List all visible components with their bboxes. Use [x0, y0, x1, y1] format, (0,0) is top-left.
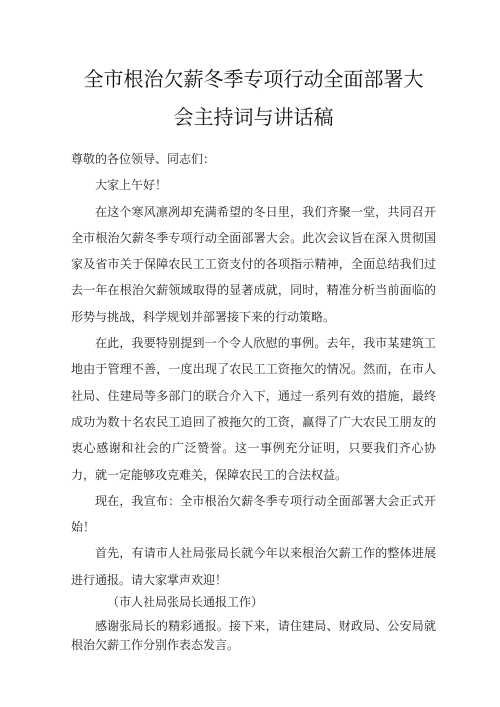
document-body	[71, 146, 436, 655]
greeting: 大家上午好！	[95, 178, 168, 193]
document-title	[71, 60, 436, 136]
paragraph-closing: 感谢张局长的精彩通报。接下来，请住建局、财政局、公安局就根治欠薪工作分别作表态发言。	[71, 619, 436, 653]
salutation: 尊敬的各位领导、同志们：	[71, 152, 216, 166]
title-line-2: 会主持词与讲话稿	[173, 105, 334, 129]
paragraph-example: 在此，我要特别提到一个令人欣慰的事例。去年，我市某建筑工地由于管理不善，一度出现了农民工工资拖欠的情况。然而，在市人社局、住建局等多部门的联合介入下，通过一系列有效的措施，最终成功为数十名农民工追回了被拖欠的工资，赢得了广大农民工朋友的衷心感谢和社会的广泛赞誉。这一事例充分证明，只要我们齐心协力，就一定能够攻克难关，保障农民工的合法权益。	[71, 336, 436, 482]
paragraph-announcement: 现在，我宣布：全市根治欠薪冬季专项行动全面部署大会正式开始！	[71, 493, 436, 535]
paragraph-first-speaker: 首先，有请市人社局张局长就今年以来根治欠薪工作的整体进展进行通报。请大家掌声欢迎！	[71, 546, 436, 587]
title-line-1: 全市根治欠薪冬季专项行动全面部署大	[83, 67, 424, 91]
stage-note: （市人社局张局长通报工作）	[107, 595, 264, 610]
paragraph-opening: 在这个寒风凛冽却充满希望的冬日里，我们齐聚一堂，共同召开全市根治欠薪冬季专项行动全面部署大会。此次会议旨在深入贯彻国家及省市关于保障农民工工资支付的各项指示精神，全面总结我们过去一年在根治欠薪领域取得的显著成就，同时，精准分析当前面临的形势与挑战，科学规划并部署接下来的行动策略。	[71, 204, 436, 324]
